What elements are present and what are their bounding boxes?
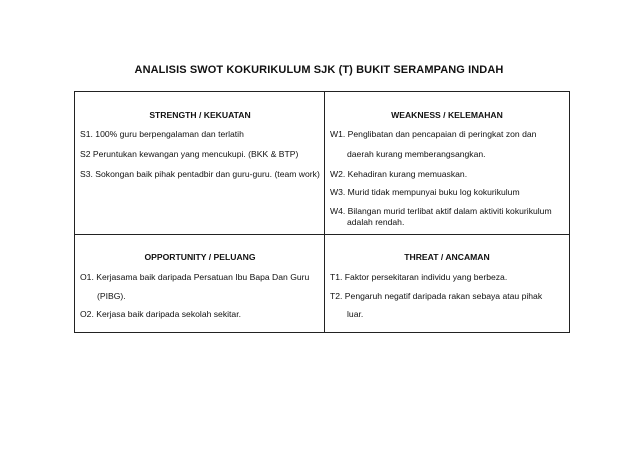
swot-table [74, 91, 570, 333]
threat-item-t1: T1. Faktor persekitaran individu yang berbeza. [330, 272, 508, 282]
weakness-item-w2: W2. Kehadiran kurang memuaskan. [330, 169, 468, 179]
threat-cell [325, 235, 569, 332]
weakness-item-w1-cont: daerah kurang memberangsangkan. [347, 149, 486, 159]
weakness-heading: WEAKNESS / KELEMAHAN [391, 110, 503, 120]
weakness-item-w4-cont: adalah rendah. [347, 217, 405, 227]
opportunity-item-o2: O2. Kerjasa baik daripada sekolah sekitar. [80, 309, 241, 319]
strength-heading: STRENGTH / KEKUATAN [149, 110, 251, 120]
strength-cell [75, 92, 325, 235]
opportunity-cell [75, 235, 325, 332]
strength-item-s3: S3. Sokongan baik pihak pentadbir dan guru-guru. (team work) [80, 169, 320, 179]
opportunity-item-o1: O1. Kerjasama baik daripada Persatuan Ibu Bapa Dan Guru [80, 272, 310, 282]
threat-item-t2: T2. Pengaruh negatif daripada rakan sebaya atau pihak [330, 291, 543, 301]
page-title: ANALISIS SWOT KOKURIKULUM SJK (T) BUKIT SERAMPANG INDAH [134, 64, 504, 76]
weakness-item-w4: W4. Bilangan murid terlibat aktif dalam aktiviti kokurikulum [330, 206, 552, 216]
threat-heading: THREAT / ANCAMAN [404, 252, 490, 262]
strength-item-s2: S2 Peruntukan kewangan yang mencukupi. (BKK & BTP) [80, 149, 299, 159]
threat-item-t2-cont: luar. [347, 309, 364, 319]
weakness-item-w1: W1. Penglibatan dan pencapaian di peringkat zon dan [330, 129, 537, 139]
opportunity-heading: OPPORTUNITY / PELUANG [144, 252, 256, 262]
weakness-item-w3: W3. Murid tidak mempunyai buku log kokurikulum [330, 187, 520, 197]
strength-item-s1: S1. 100% guru berpengalaman dan terlatih [80, 129, 244, 139]
weakness-cell [325, 92, 569, 235]
opportunity-item-o1-cont: (PIBG). [97, 291, 126, 301]
